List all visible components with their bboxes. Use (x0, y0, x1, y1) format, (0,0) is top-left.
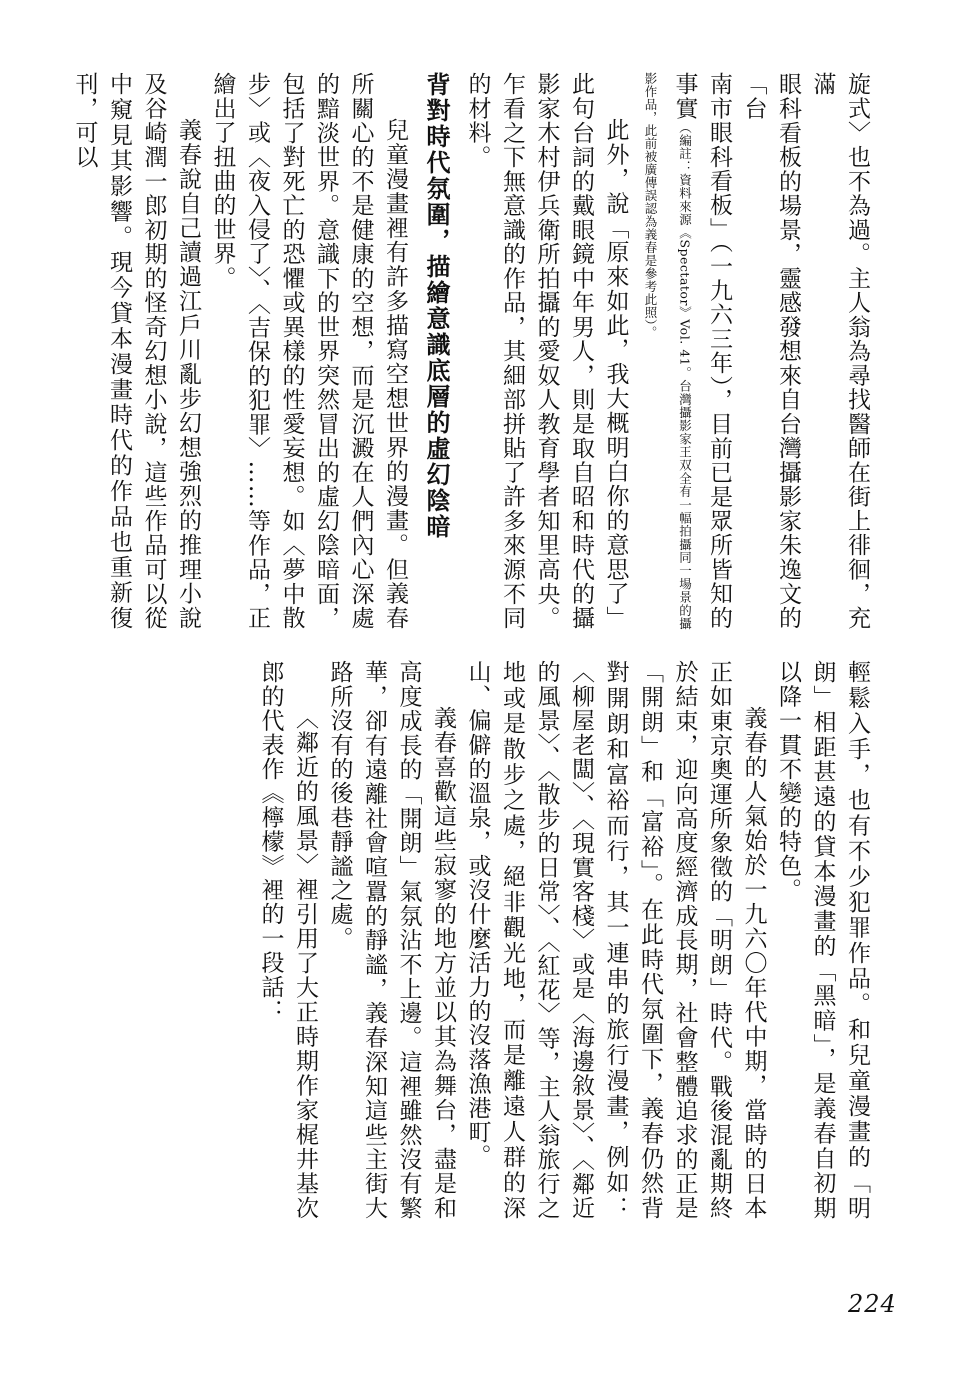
paragraph-1-tail-text: 事實 (671, 72, 698, 121)
paragraph-7: 義春喜歡這些寂寥的地方並以其為舞台，盡是和高度成長的「開朗」氣氛沾不上邊。這裡雖然沒有繁華，卻有遠離社會喧囂的靜謐，義春深知這些主街大路所沒有的後巷靜謐之處。 (326, 660, 456, 1220)
paragraph-1-line-1: 旋式〉也不為過。主人翁為尋找醫師在街上徘徊，充滿 (809, 72, 870, 630)
section-heading: 背對時代氛圍，描繪意識底層的虛幻陰暗 (422, 72, 451, 540)
lower-text-block (64, 660, 874, 1220)
paragraph-3: 兒童漫畫裡有許多描寫空想世界的漫畫。但義春所關心的不是健康的空想，而是沉澱在人們內心深處的黯淡世界。意識下的世界突然冒出的虛幻陰暗面，包括了對死亡的恐懼或異樣的性愛妄想。如〈夢中散步〉或〈夜入侵了〉、〈吉保的犯罪〉……等作品，正繪出了扭曲的世界。 (209, 72, 408, 630)
paragraph-4: 義春說自己讀過江戶川亂步幻想強烈的推理小說及谷崎潤一郎初期的怪奇幻想小說，這些作品可以從中窺見其影響。現今貸本漫畫時代的作品也重新復刊，可以 (71, 72, 201, 630)
paragraph-1-line-3: 南市眼科看板」（一九六三年），目前已是眾所皆知的 (706, 72, 732, 630)
paragraph-2: 此外，說「原來如此，我大概明白你的意思了」此句台詞的戴眼鏡中年男人，則是取自昭和時代的攝影家木村伊兵衛所拍攝的愛奴人教育學者知里高央。乍看之下無意識的作品，其細部拼貼了許多來源不同的材料。 (464, 72, 629, 630)
paragraph-5: 輕鬆入手，也有不少犯罪作品。和兒童漫畫的「明朗」相距甚遠的貸本漫畫的「黑暗」，是義春自初期以降一貫不變的特色。 (775, 660, 870, 1220)
paragraph-8: 〈鄰近的風景〉裡引用了大正時期作家梶井基次郎的代表作《檸檬》裡的一段話： (257, 660, 318, 1220)
upper-text-block (64, 72, 874, 630)
paragraph-6: 義春的人氣始於一九六〇年代中期，當時的日本正如東京奧運所象徵的「明朗」時代。戰後混亂期終於結束，迎向高度經濟成長期，社會整體追求的正是「開朗」和「富裕」。在此時代氛圍下，義春仍然背對開朗和富裕而行，其一連串的旅行漫畫，例如：〈柳屋老闆〉、〈現實客棧〉或是〈海邊敘景〉、〈鄰近的風景〉、〈散步的日常〉、〈紅花〉等，主人翁旅行之地或是散步之處，絕非觀光地，而是離遠人群的深山、偏僻的溫泉，或沒什麼活力的沒落漁港町。 (464, 660, 767, 1220)
page-number: 224 (848, 1290, 897, 1318)
paragraph-1-line-2: 眼科看板的場景，靈感發想來自台灣攝影家朱逸文的「台 (740, 72, 801, 630)
paragraph-1-tail (633, 72, 702, 630)
editor-note: （編註：資料來源《Spectator》Vol. 41。台灣攝影家王双全有一幅拍攝同一場景的攝影作品，此前被廣傳誤認為義春是參考此照）。 (643, 72, 693, 630)
